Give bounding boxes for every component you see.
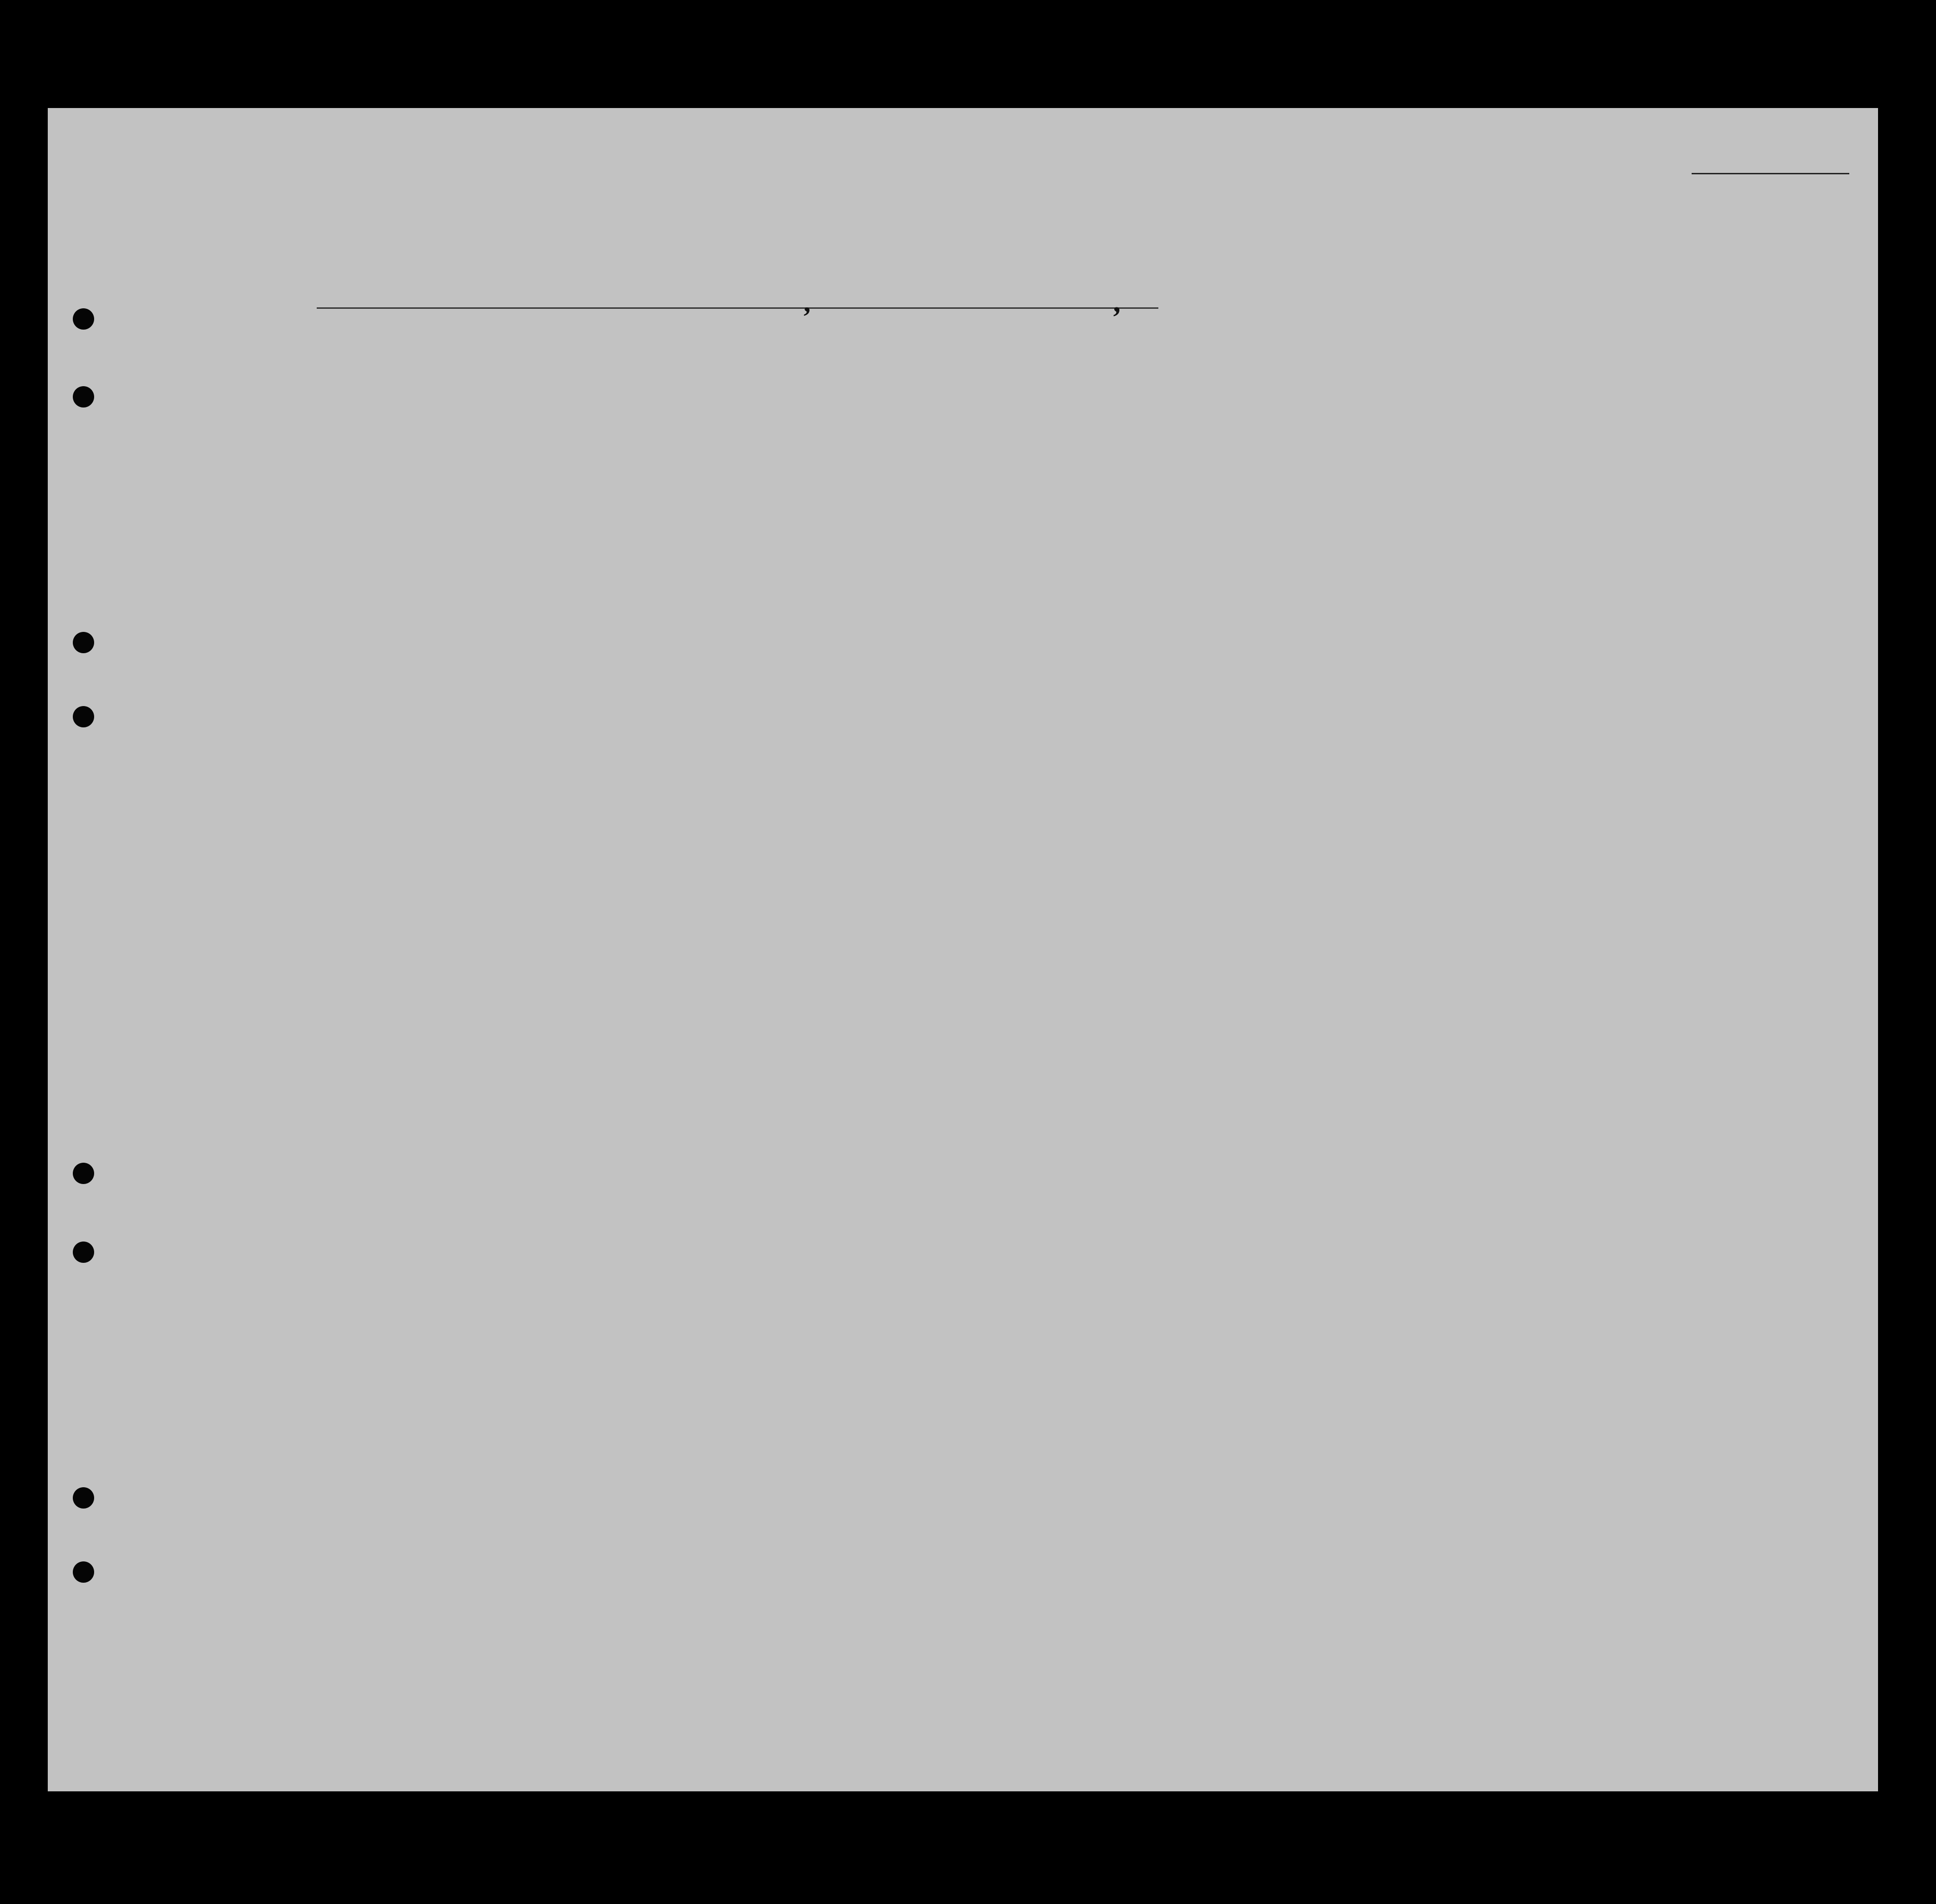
header-q28 (1302, 368, 1339, 590)
comma: , (804, 287, 811, 318)
header-anarchist (1280, 368, 1294, 590)
header-fifty-dollars (671, 368, 690, 590)
header-deported (1409, 368, 1427, 590)
manifest-sheet (48, 108, 1878, 1791)
header-contract-labor (1353, 368, 1381, 590)
comma: , (1114, 285, 1122, 318)
header-purpose-return (1096, 400, 1110, 586)
header-ticket (555, 368, 573, 590)
header-polygamist (1255, 368, 1269, 590)
header-prison (1209, 368, 1233, 590)
header-inches (1572, 544, 1585, 586)
header-feet (1550, 553, 1564, 586)
header-excluded (1386, 368, 1404, 590)
header-purpose-length (1133, 400, 1147, 586)
header-purpose-citizen (1170, 400, 1184, 586)
table-grid (48, 108, 1878, 1791)
